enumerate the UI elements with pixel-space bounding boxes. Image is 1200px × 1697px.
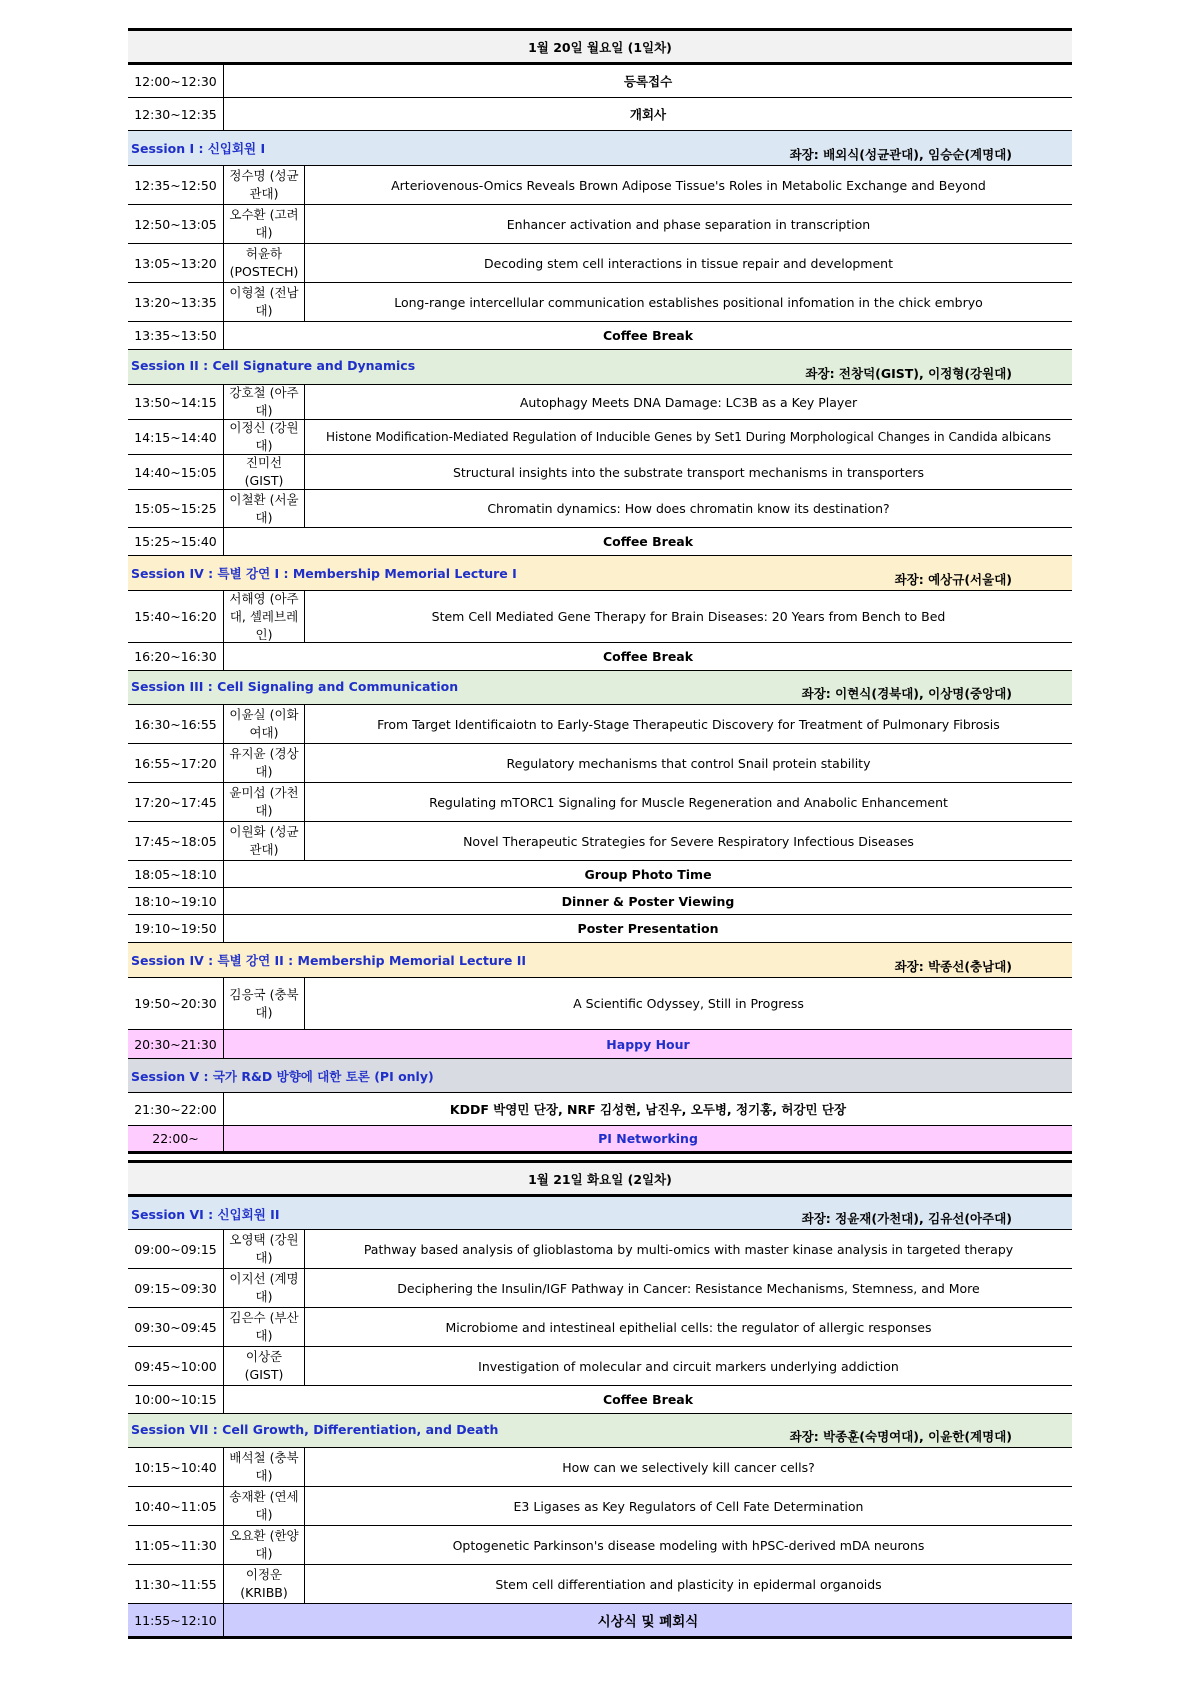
session-header: [128, 671, 1072, 705]
talk-row: [128, 591, 1072, 643]
speaker-cell: 강호철 (아주대): [224, 385, 305, 419]
time-cell: 16:55~17:20: [128, 744, 224, 782]
event-cell: Coffee Break: [602, 328, 694, 343]
session-header: [128, 1197, 1072, 1230]
talk-title: Regulatory mechanisms that control Snail protein stability: [506, 755, 871, 771]
event-row: [128, 861, 1072, 888]
talk-title: From Target Identificaiotn to Early-Stage Therapeutic Discovery for Treatment of Pulmonary Fibrosis: [377, 716, 1000, 732]
talk-title: Structural insights into the substrate transport mechanisms in transporters: [452, 464, 925, 480]
session-header: [128, 350, 1072, 385]
time-cell: 14:15~14:40: [128, 420, 224, 454]
time-cell: 19:10~19:50: [128, 915, 224, 942]
time-cell: 13:35~13:50: [128, 322, 224, 349]
talk-row: [128, 1269, 1072, 1308]
talk-title: Long-range intercellular communication establishes positional infomation in the chick embryo: [394, 294, 983, 310]
talk-title: A Scientific Odyssey, Still in Progress: [573, 996, 804, 1011]
session-chair: 좌장: 박종훈(숙명여대), 이윤한(계명대): [789, 1429, 1012, 1444]
break-row: [128, 528, 1072, 556]
talk-title: Enhancer activation and phase separation in transcription: [506, 216, 871, 232]
time-cell: 19:50~20:30: [128, 978, 224, 1029]
time-cell: 12:30~12:35: [128, 98, 224, 130]
panel-row: [128, 1093, 1072, 1126]
day1-header-text: 1월 20일 월요일 (1일차): [528, 39, 672, 55]
talk-row: [128, 978, 1072, 1030]
talk-title: Chromatin dynamics: How does chromatin know its destination?: [487, 501, 890, 516]
event-row: [128, 915, 1072, 943]
speaker-cell: 진미선 (GIST): [224, 455, 305, 489]
speaker-cell: 김은수 (부산대): [224, 1308, 305, 1346]
session-name: Session II : Cell Signature and Dynamics: [131, 358, 416, 373]
session-header: [128, 1059, 1072, 1093]
break-row: [128, 322, 1072, 350]
event-cell: Group Photo Time: [584, 866, 712, 882]
talk-row: [128, 783, 1072, 822]
talk-row: [128, 455, 1072, 490]
speaker-cell: 오영택 (강원대): [224, 1230, 305, 1268]
talk-title: Arteriovenous-Omics Reveals Brown Adipose Tissue's Roles in Metabolic Exchange and Beyond: [391, 177, 986, 193]
session-chair: 좌장: 이현식(경북대), 이상명(중앙대): [801, 686, 1012, 701]
speaker-cell: 허윤하 (POSTECH): [224, 244, 305, 282]
talk-row: [128, 705, 1072, 744]
time-cell: 12:50~13:05: [128, 205, 224, 243]
event-cell: Coffee Break: [602, 649, 694, 664]
session-header: [128, 556, 1072, 591]
speaker-cell: 유지윤 (경상대): [224, 744, 305, 782]
session-chair: 좌장: 예상규(서울대): [894, 572, 1012, 587]
time-cell: 15:40~16:20: [128, 591, 224, 642]
time-cell: 15:05~15:25: [128, 490, 224, 527]
talk-row: [128, 1230, 1072, 1269]
speaker-cell: 배석철 (충북대): [224, 1448, 305, 1486]
talk-title: Optogenetic Parkinson's disease modeling with hPSC-derived mDA neurons: [452, 1537, 925, 1553]
event-cell: Coffee Break: [602, 534, 694, 549]
talk-row: [128, 1448, 1072, 1487]
event-cell: 개회사: [629, 107, 667, 122]
speaker-cell: 이정신 (강원대): [224, 420, 305, 454]
time-cell: 22:00~: [128, 1126, 224, 1151]
time-cell: 10:00~10:15: [128, 1386, 224, 1413]
time-cell: 21:30~22:00: [128, 1093, 224, 1125]
day2-header-text: 1월 21일 화요일 (2일차): [528, 1171, 672, 1187]
speaker-cell: 이지선 (계명대): [224, 1269, 305, 1307]
talk-title: Decoding stem cell interactions in tissue repair and development: [484, 255, 893, 271]
session-name: Session IV : 특별 강연 I : Membership Memorial Lecture I: [131, 566, 517, 581]
time-cell: 12:00~12:30: [128, 65, 224, 97]
talk-title: Stem cell differentiation and plasticity in epidermal organoids: [495, 1576, 882, 1592]
speaker-cell: 이원화 (성균관대): [224, 822, 305, 860]
talk-title: Histone Modification-Mediated Regulation of Inducible Genes by Set1 During Morphological Changes in Candida albicans: [326, 430, 1051, 444]
day2-header: [128, 1160, 1072, 1197]
session-name: Session VI : 신입회원 II: [131, 1207, 280, 1222]
time-cell: 10:40~11:05: [128, 1487, 224, 1525]
event-row: [128, 888, 1072, 915]
time-cell: 13:50~14:15: [128, 385, 224, 419]
talk-row: [128, 205, 1072, 244]
time-cell: 11:05~11:30: [128, 1526, 224, 1564]
time-cell: 12:35~12:50: [128, 166, 224, 204]
talk-row: [128, 744, 1072, 783]
talk-row: [128, 1347, 1072, 1386]
session-name: Session VII : Cell Growth, Differentiation, and Death: [131, 1422, 499, 1437]
speaker-cell: 이윤실 (이화여대): [224, 705, 305, 743]
networking-row: [128, 1126, 1072, 1154]
speaker-cell: 김응국 (충북대): [224, 978, 305, 1029]
speaker-cell: 이정운 (KRIBB): [224, 1565, 305, 1603]
day1-header: [128, 28, 1072, 65]
talk-title: Stem Cell Mediated Gene Therapy for Brain Diseases: 20 Years from Bench to Bed: [431, 609, 946, 624]
speaker-cell: 오수환 (고려대): [224, 205, 305, 243]
talk-title: Microbiome and intestineal epithelial cells: the regulator of allergic responses: [445, 1319, 932, 1335]
session-chair: 좌장: 전창덕(GIST), 이정형(강원대): [805, 366, 1012, 381]
event-cell: Poster Presentation: [577, 921, 719, 936]
time-cell: 11:55~12:10: [128, 1604, 224, 1636]
event-cell: PI Networking: [598, 1131, 698, 1146]
session-chair: 좌장: 박종선(충남대): [894, 959, 1012, 974]
speaker-cell: 이형철 (전남대): [224, 283, 305, 321]
talk-row: [128, 283, 1072, 322]
session-name: Session V : 국가 R&D 방향에 대한 토론 (PI only): [131, 1069, 434, 1084]
talk-row: [128, 166, 1072, 205]
time-cell: 17:20~17:45: [128, 783, 224, 821]
speaker-cell: 정수명 (성균관대): [224, 166, 305, 204]
session-chair: 좌장: 배외식(성균관대), 임승순(계명대): [789, 147, 1012, 162]
speaker-cell: 서해영 (아주대, 셀레브레인): [224, 591, 305, 642]
event-cell: 등록접수: [623, 74, 673, 89]
time-cell: 16:20~16:30: [128, 643, 224, 670]
time-cell: 09:45~10:00: [128, 1347, 224, 1385]
time-cell: 18:05~18:10: [128, 861, 224, 887]
speaker-cell: 윤미섭 (가천대): [224, 783, 305, 821]
session-name: Session I : 신입회원 I: [131, 141, 266, 156]
session-chair: 좌장: 정윤재(가천대), 김유선(아주대): [801, 1211, 1012, 1226]
time-cell: 10:15~10:40: [128, 1448, 224, 1486]
talk-row: [128, 1308, 1072, 1347]
time-cell: 11:30~11:55: [128, 1565, 224, 1603]
time-cell: 09:00~09:15: [128, 1230, 224, 1268]
talk-title: Investigation of molecular and circuit markers underlying addiction: [478, 1358, 899, 1374]
speaker-cell: 이철환 (서울대): [224, 490, 305, 527]
time-cell: 18:10~19:10: [128, 888, 224, 914]
talk-row: [128, 1487, 1072, 1526]
speaker-cell: 송재환 (연세대): [224, 1487, 305, 1525]
talk-title: Regulating mTORC1 Signaling for Muscle Regeneration and Anabolic Enhancement: [429, 794, 948, 810]
time-cell: 09:15~09:30: [128, 1269, 224, 1307]
time-cell: 13:05~13:20: [128, 244, 224, 282]
talk-title: E3 Ligases as Key Regulators of Cell Fate Determination: [513, 1498, 864, 1514]
break-row: [128, 643, 1072, 671]
time-cell: 20:30~21:30: [128, 1030, 224, 1058]
opening-row: [128, 98, 1072, 131]
talk-title: Pathway based analysis of glioblastoma by multi-omics with master kinase analysis in targeted therapy: [363, 1241, 1014, 1257]
talk-row: [128, 1565, 1072, 1604]
talk-title: Deciphering the Insulin/IGF Pathway in Cancer: Resistance Mechanisms, Stemness, and More: [397, 1280, 980, 1296]
session-header: [128, 943, 1072, 978]
time-cell: 09:30~09:45: [128, 1308, 224, 1346]
event-cell: Happy Hour: [606, 1036, 690, 1052]
opening-row: [128, 65, 1072, 98]
talk-row: [128, 420, 1072, 455]
time-cell: 16:30~16:55: [128, 705, 224, 743]
schedule-document: [128, 28, 1072, 1639]
event-cell: KDDF 박영민 단장, NRF 김성현, 남진우, 오두병, 정기홍, 허강민 단장: [449, 1102, 847, 1117]
time-cell: 14:40~15:05: [128, 455, 224, 489]
event-cell: 시상식 및 폐회식: [597, 1614, 699, 1630]
talk-title: Novel Therapeutic Strategies for Severe Respiratory Infectious Diseases: [463, 833, 914, 849]
speaker-cell: 오요환 (한양대): [224, 1526, 305, 1564]
speaker-cell: 이상준 (GIST): [224, 1347, 305, 1385]
time-cell: 15:25~15:40: [128, 528, 224, 555]
session-header: [128, 1414, 1072, 1448]
talk-title: How can we selectively kill cancer cells?: [562, 1459, 815, 1475]
event-cell: Dinner & Poster Viewing: [561, 893, 735, 909]
talk-row: [128, 385, 1072, 420]
event-cell: Coffee Break: [602, 1392, 694, 1407]
time-cell: 13:20~13:35: [128, 283, 224, 321]
session-name: Session III : Cell Signaling and Communication: [131, 679, 459, 694]
session-name: Session IV : 특별 강연 II : Membership Memorial Lecture II: [131, 953, 527, 968]
talk-title: Autophagy Meets DNA Damage: LC3B as a Key Player: [519, 394, 858, 410]
happy-hour-row: [128, 1030, 1072, 1059]
talk-row: [128, 822, 1072, 861]
session-header: [128, 131, 1072, 166]
talk-row: [128, 244, 1072, 283]
time-cell: 17:45~18:05: [128, 822, 224, 860]
closing-row: [128, 1604, 1072, 1639]
talk-row: [128, 490, 1072, 528]
break-row: [128, 1386, 1072, 1414]
talk-row: [128, 1526, 1072, 1565]
